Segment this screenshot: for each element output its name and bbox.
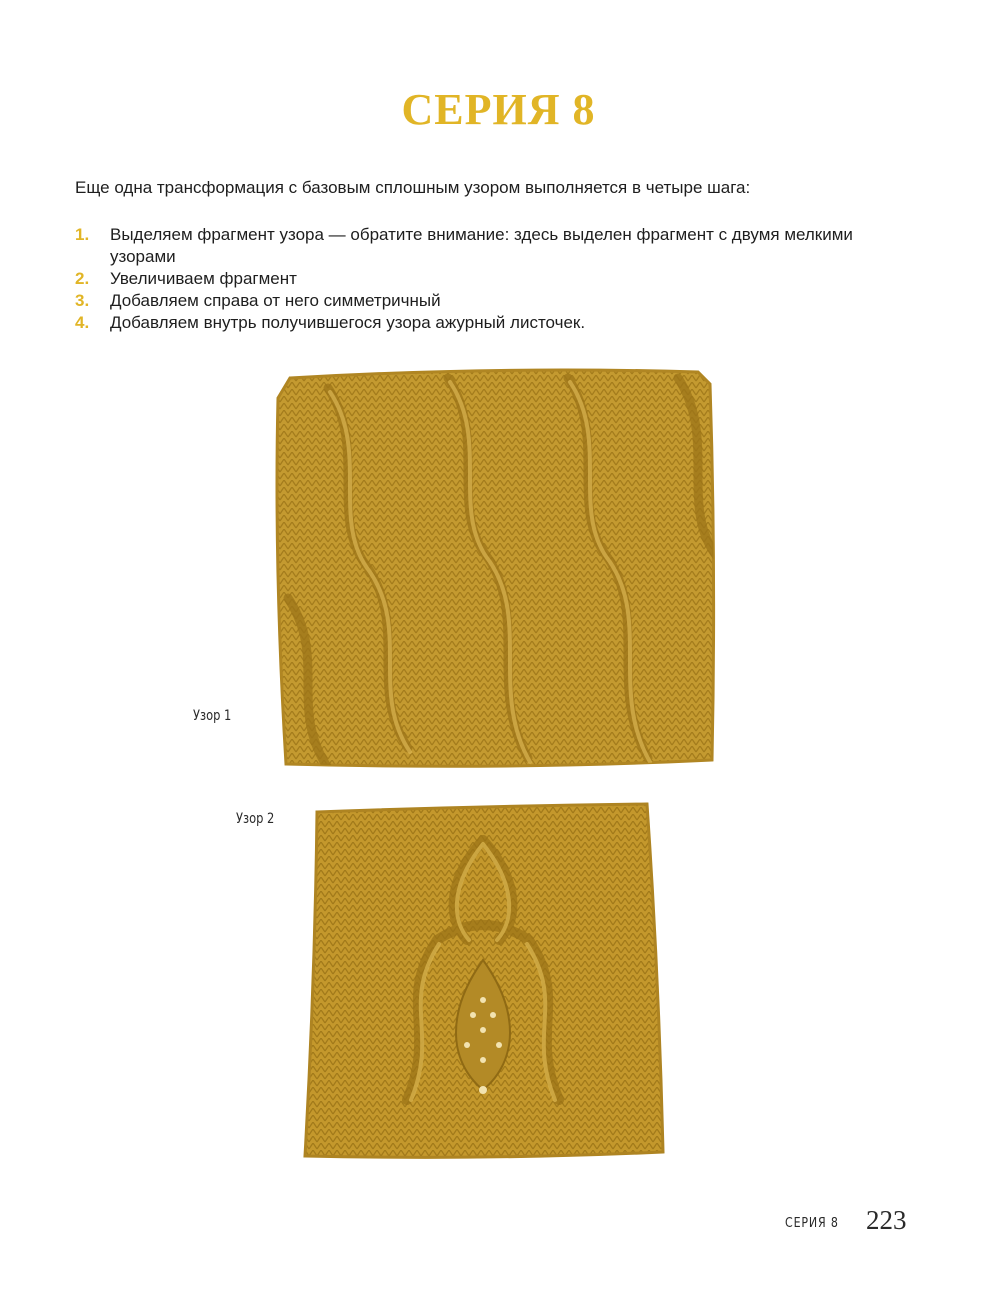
step-item	[75, 312, 905, 334]
caption-pattern-1: Узор 1	[193, 708, 232, 724]
step-item	[75, 268, 905, 290]
step-number: 1.	[75, 225, 90, 244]
knit-swatch-pattern-2	[297, 800, 669, 1162]
step-text: Выделяем фрагмент узора — обратите внимание: здесь выделен фрагмент с двумя мелкими узорами	[110, 225, 853, 266]
caption-pattern-2: Узор 2	[236, 811, 275, 827]
intro-text: Еще одна трансформация с базовым сплошным узором выполняется в четыре шага:	[75, 178, 751, 197]
step-number: 2.	[75, 269, 90, 288]
step-item	[75, 224, 905, 268]
step-number: 3.	[75, 291, 90, 310]
step-number: 4.	[75, 313, 90, 332]
footer-series-label: СЕРИЯ 8	[785, 1216, 839, 1231]
page-title: СЕРИЯ 8	[401, 85, 596, 134]
step-text: Добавляем внутрь получившегося узора ажурный листочек.	[110, 313, 586, 332]
knit-swatch-pattern-1	[268, 368, 730, 772]
step-text: Увеличиваем фрагмент	[110, 269, 297, 288]
step-item	[75, 290, 905, 312]
step-text: Добавляем справа от него симметричный	[110, 291, 441, 310]
page-number: 223	[866, 1205, 907, 1235]
steps-list	[75, 224, 905, 334]
